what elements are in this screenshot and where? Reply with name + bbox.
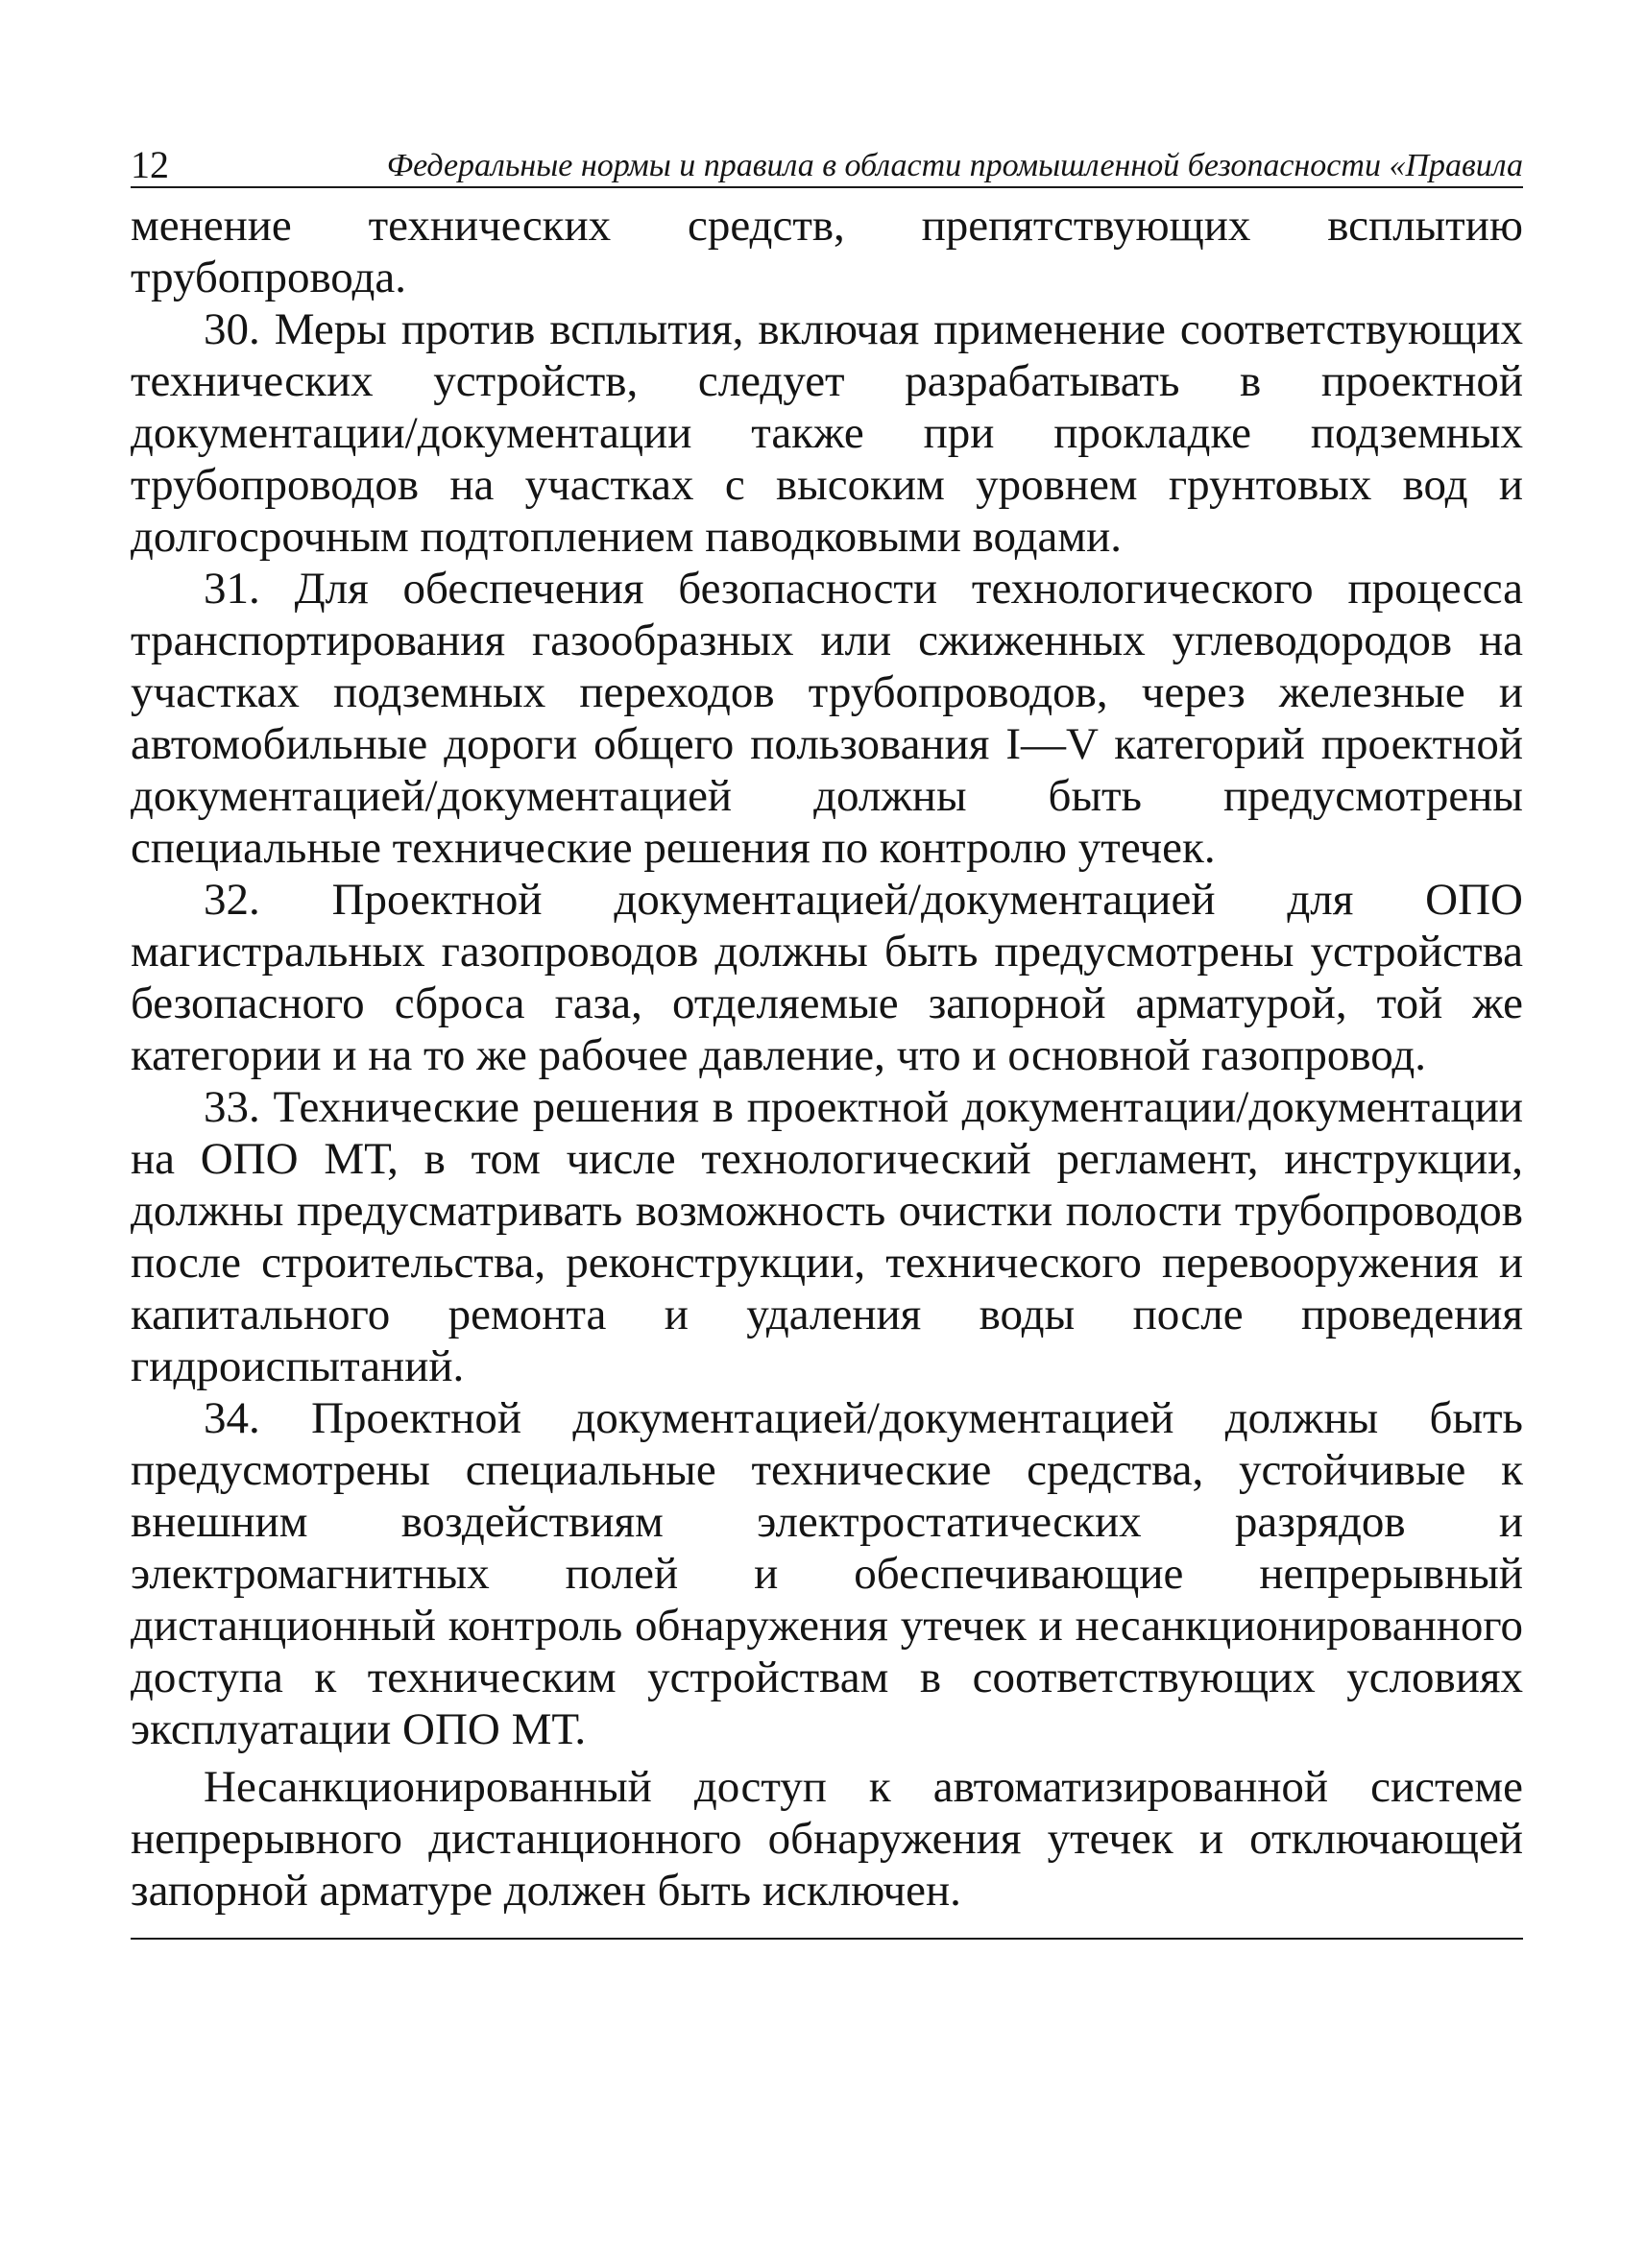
bottom-rule: [131, 1938, 1523, 1940]
paragraph-item-33: 33. Технические решения в проектной документации/документации на ОПО МТ, в том числе технологический регламент, инструкции, должны предусматривать возможность очистки полости трубопроводов после строительства, реконструкции, технического перевооружения и капитального ремонта и удаления воды после проведения гидроиспытаний.: [131, 1082, 1523, 1391]
paragraph-continuation: менение технических средств, препятствующих всплытию трубопровода.: [131, 201, 1523, 302]
paragraph-unauthorized-access: Несанкционированный доступ к автоматизированной системе непрерывного дистанционного обнаружения утечек и отключающей запорной арматуре должен быть исключен.: [131, 1762, 1523, 1916]
paragraph-item-30: 30. Меры против всплытия, включая применение соответствующих технических устройств, следует разрабатывать в проектной документации/документации также при прокладке подземных трубопроводов на участках с высоким уровнем грунтовых вод и долгосрочным подтоплением паводковыми водами.: [131, 304, 1523, 562]
running-title: Федеральные нормы и правила в области промышленной безопасности «Правила: [386, 148, 1523, 183]
page-body: [131, 200, 1523, 1917]
page-header: [131, 134, 1523, 188]
paragraph-item-31: 31. Для обеспечения безопасности технологического процесса транспортирования газообразных или сжиженных углеводородов на участках подземных переходов трубопроводов, через железные и автомобильные дороги общего пользования I—V категорий проектной документацией/документацией должны быть предусмотрены специальные технические решения по контролю утечек.: [131, 564, 1523, 873]
paragraph-item-32: 32. Проектной документацией/документацией для ОПО магистральных газопроводов должны быть предусмотрены устройства безопасного сброса газа, отделяемые запорной арматурой, той же категории и на то же рабочее давление, что и основной газопровод.: [131, 875, 1523, 1080]
paragraph-item-34: 34. Проектной документацией/документацией должны быть предусмотрены специальные технические средства, устойчивые к внешним воздействиям электростатических разрядов и электромагнитных полей и обеспечивающие непрерывный дистанционный контроль обнаружения утечек и несанкционированного доступа к техническим устройствам в соответствующих условиях эксплуатации ОПО МТ.: [131, 1393, 1523, 1754]
page-number: 12: [131, 143, 169, 186]
book-page: [131, 134, 1523, 1940]
